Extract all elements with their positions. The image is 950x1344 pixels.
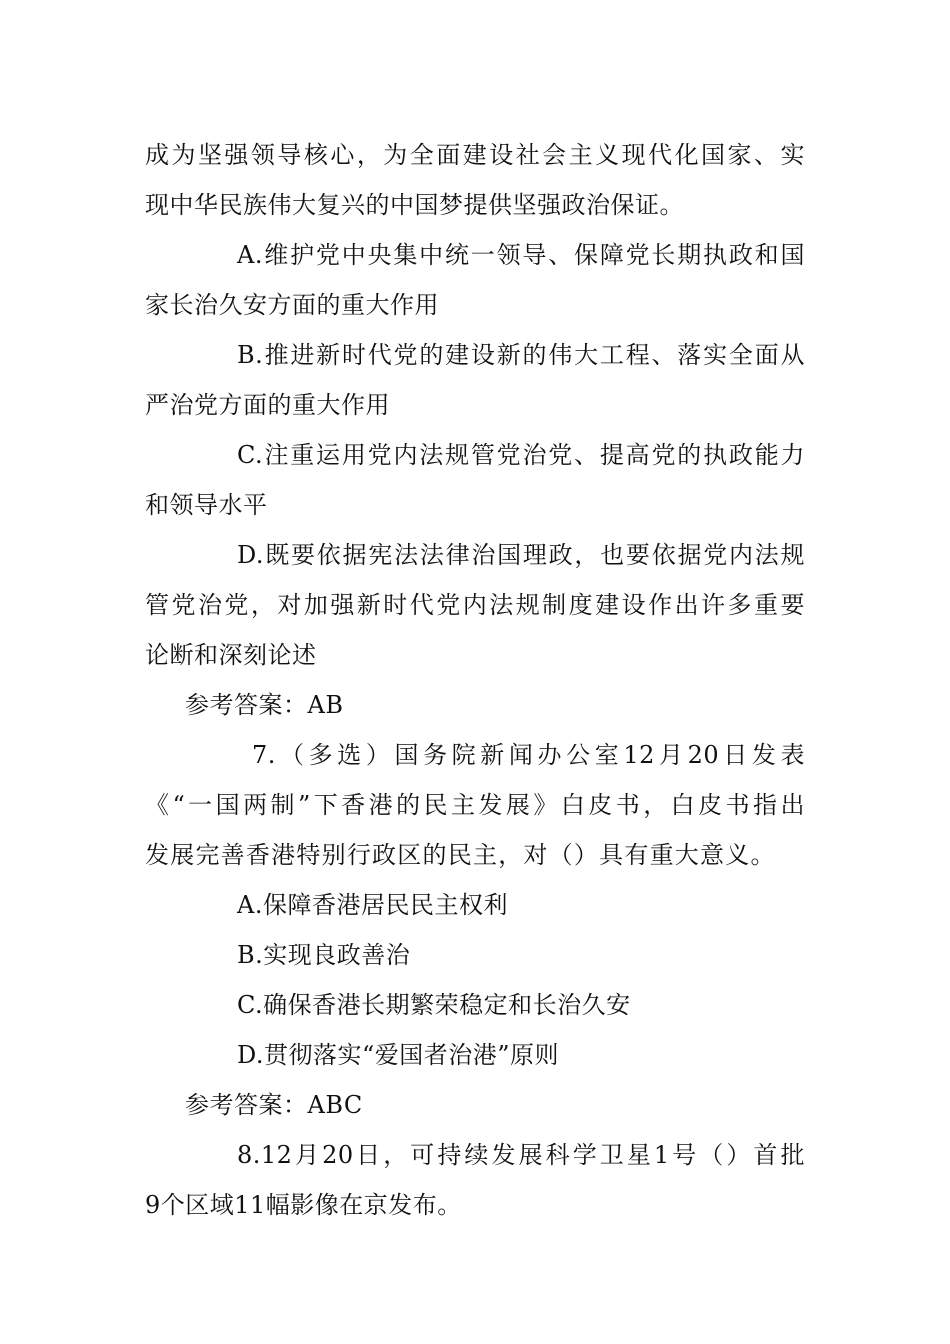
option-a-line-1: A.维护党中央集中统一领导、保障党长期执政和国: [237, 241, 805, 269]
question-8-line-2: 9个区域11幅影像在京发布。: [145, 1191, 462, 1219]
q7-option-b: B.实现良政善治: [237, 941, 411, 969]
q7-option-c: C.确保香港长期繁荣稳定和长治久安: [237, 991, 631, 1019]
answer-line-6: 参考答案：AB: [185, 691, 344, 719]
option-c-line-1: C.注重运用党内法规管党治党、提高党的执政能力: [237, 441, 805, 469]
option-c-line-2: 和领导水平: [145, 491, 268, 519]
answer-line-7: 参考答案：ABC: [185, 1091, 363, 1119]
option-b-line-2: 严治党方面的重大作用: [145, 391, 390, 419]
option-a-line-2: 家长治久安方面的重大作用: [145, 291, 439, 319]
question-8-line-1: 8.12月20日，可持续发展科学卫星1号（）首批: [237, 1141, 805, 1169]
question-7-line-3: 发展完善香港特别行政区的民主，对（）具有重大意义。: [145, 841, 775, 869]
question-7-line-2: 《“一国两制”下香港的民主发展》白皮书，白皮书指出: [145, 791, 805, 819]
option-d-line-1: D.既要依据宪法法律治国理政，也要依据党内法规: [237, 541, 805, 569]
q7-option-d: D.贯彻落实“爱国者治港”原则: [237, 1041, 560, 1069]
q7-option-a: A.保障香港居民民主权利: [237, 891, 508, 919]
text-line-1: 成为坚强领导核心，为全面建设社会主义现代化国家、实: [145, 141, 805, 169]
option-b-line-1: B.推进新时代党的建设新的伟大工程、落实全面从: [237, 341, 805, 369]
option-d-line-2: 管党治党，对加强新时代党内法规制度建设作出许多重要: [145, 591, 805, 619]
question-7-line-1: 7.（多选）国务院新闻办公室12月20日发表: [252, 741, 805, 769]
text-line-2: 现中华民族伟大复兴的中国梦提供坚强政治保证。: [145, 191, 684, 219]
option-d-line-3: 论断和深刻论述: [145, 641, 317, 669]
